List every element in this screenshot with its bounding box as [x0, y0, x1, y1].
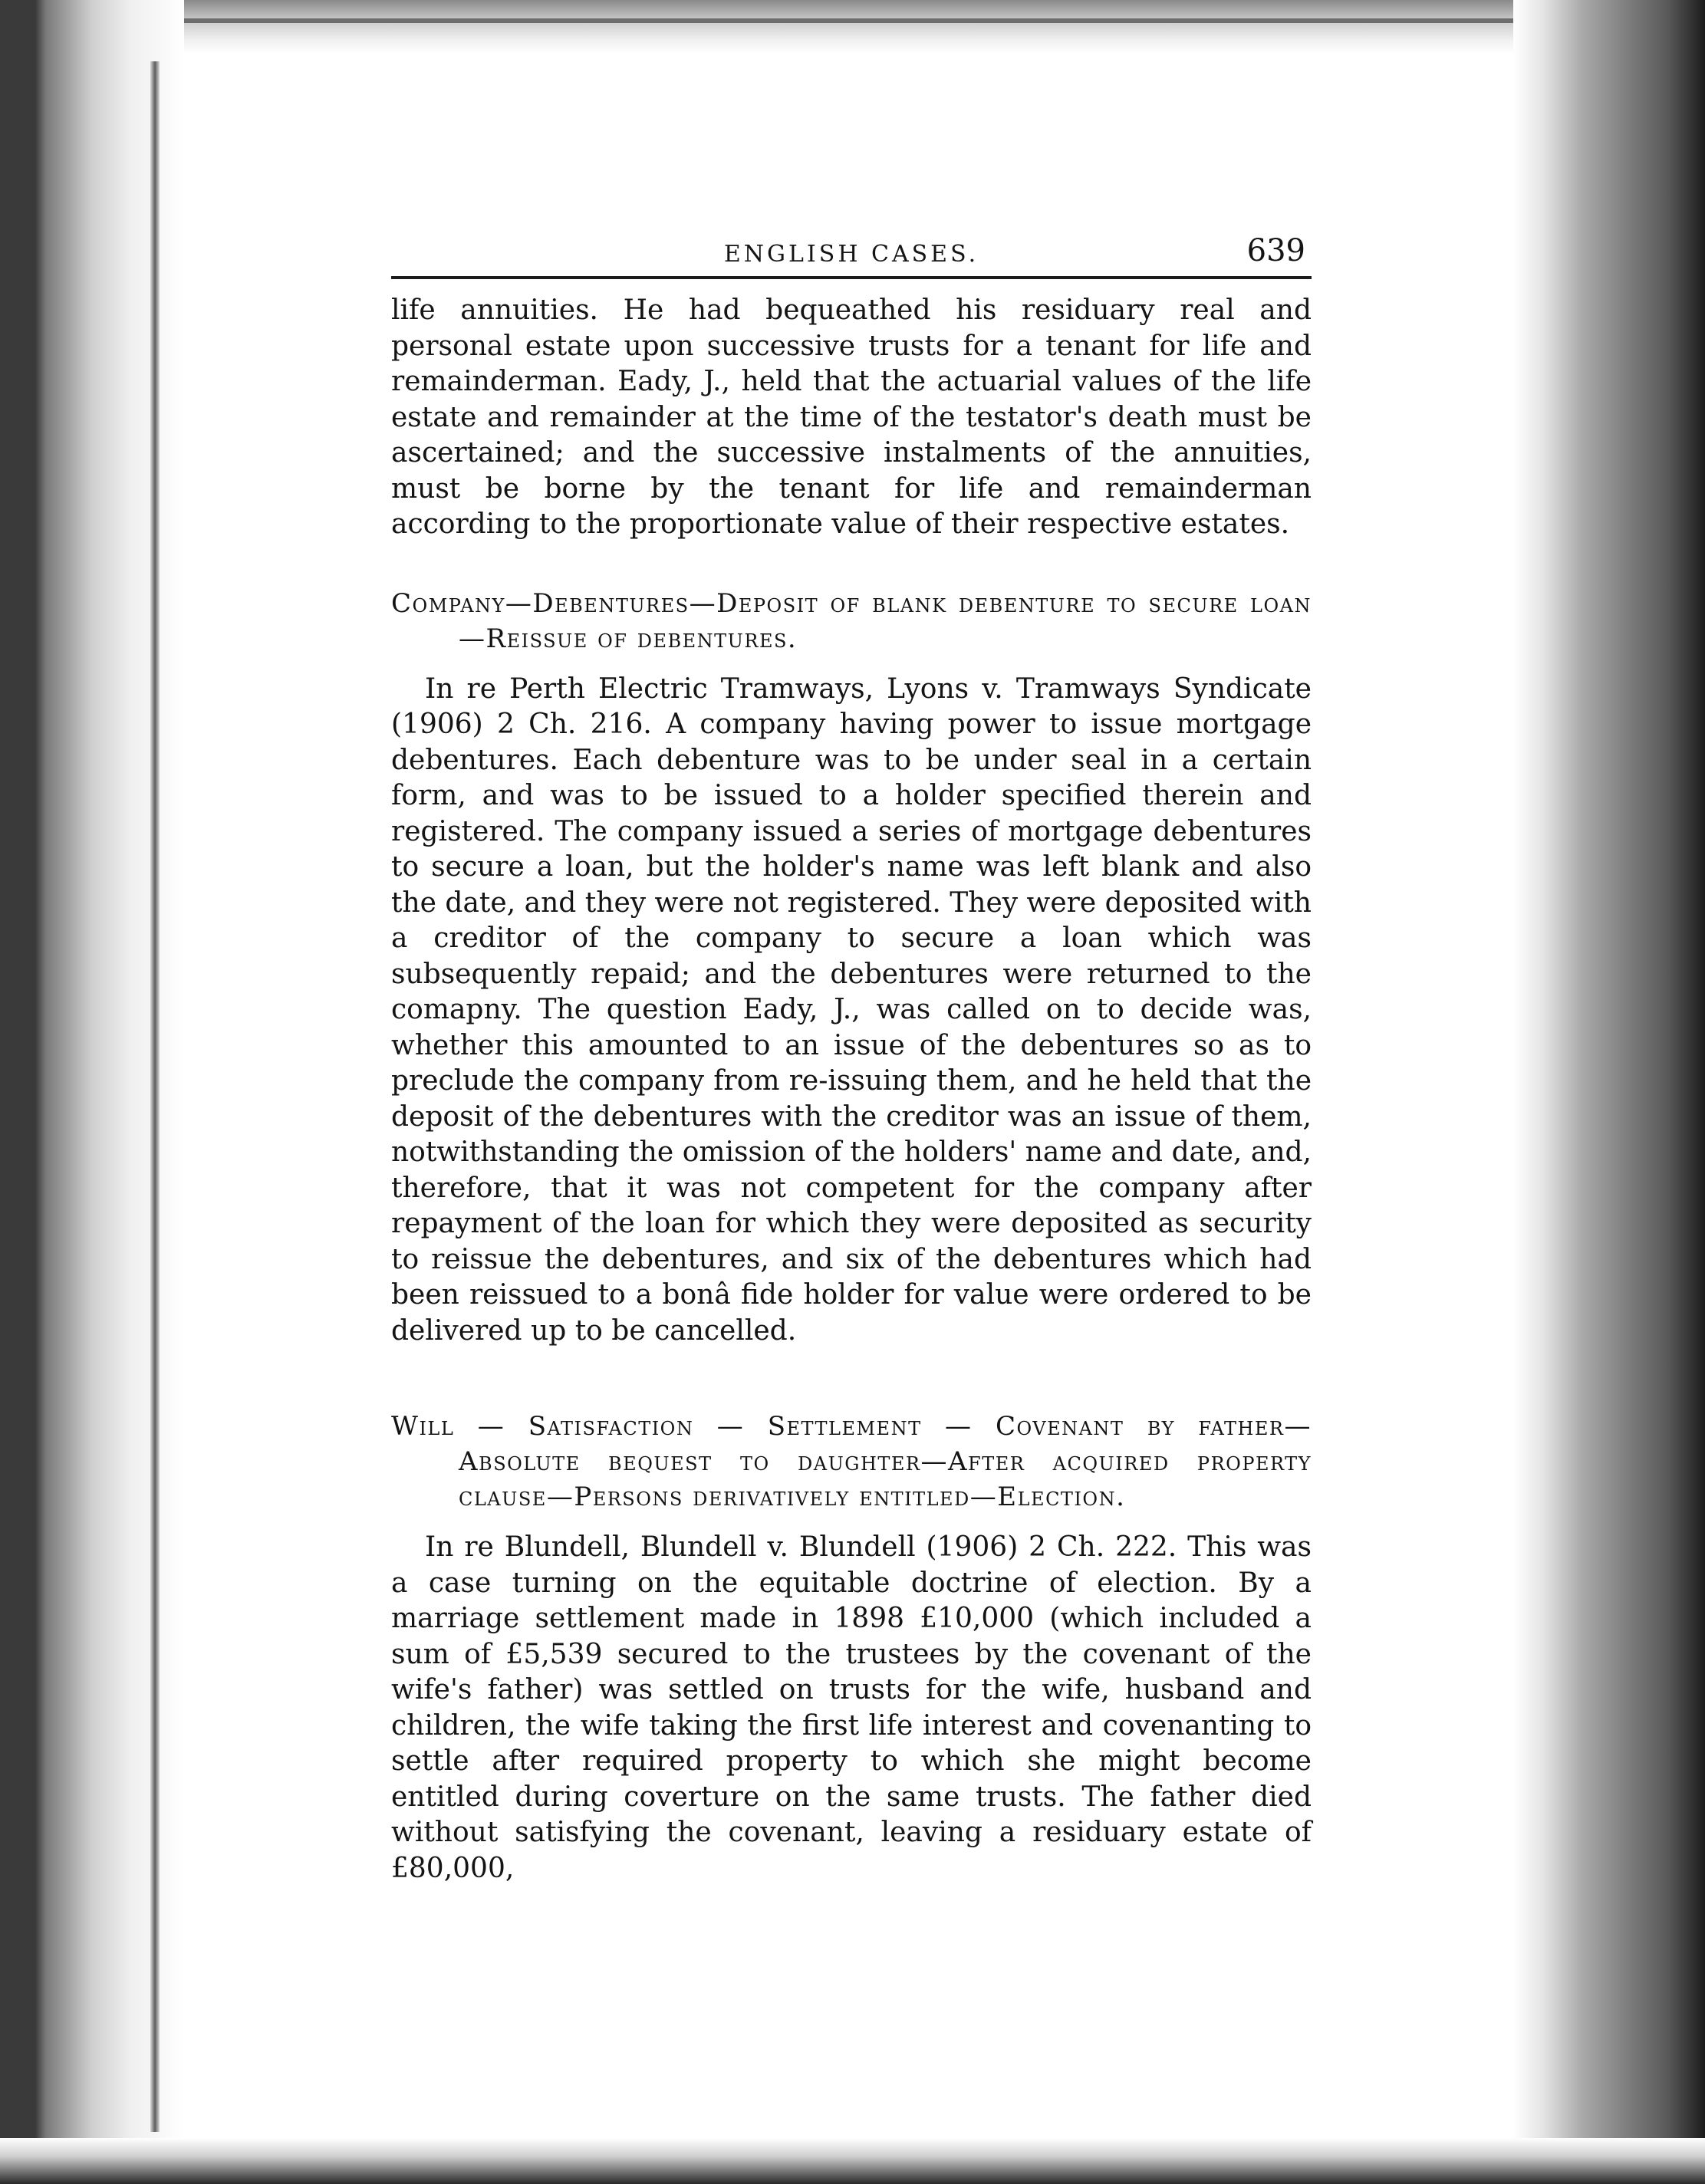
scan-bottom-edge — [0, 2138, 1705, 2184]
scan-gutter-line — [150, 61, 160, 2132]
section-heading-will-satisfaction: Will — Satisfaction — Settlement — Covenant by father—Absolute bequest to daughter—After acquired property clause—Persons derivatively entitled—Election. — [391, 1411, 1312, 1512]
section-body-perth-electric-tramways: In re Perth Electric Tramways, Lyons v. Tramways Syndicate (1906) 2 Ch. 216. A company having power to issue mortgage debentures. Each debenture was to be under seal in a certain form, and was to be issued to a holder specified therein and registered. The company issued a series of mortgage debentures to secure a loan, but the holder's name was left blank and also the date, and they were not registered. They were deposited with a creditor of the company to secure a loan which was subsequently repaid; and the debentures were returned to the comapny. The question Eady, J., was called on to decide was, whether this amounted to an issue of the debentures so as to preclude the company from re-issuing them, and he held that the deposit of the debentures with the creditor was an issue of them, notwithstanding the omission of the holders' name and date, and, therefore, that it was not competent for the company after repayment of the loan for which they were deposited as security to reissue the debentures, and six of the debentures which had been reissued to a bonâ fide holder for value were ordered to be delivered up to be cancelled. — [391, 673, 1312, 1347]
running-title: ENGLISH CASES. — [723, 241, 979, 268]
scan-top-edge — [0, 0, 1705, 54]
book-page — [391, 230, 1312, 1886]
continuation-paragraph: life annuities. He had bequeathed his residuary real and personal estate upon successive trusts for a tenant for life and remainderman. Eady, J., held that the actuarial values of the life estate and remainder at the time of the testator's death must be ascertained; and the successive instalments of the annuities, must be borne by the tenant for life and remainderman according to the proportionate value of their respective estates. — [391, 294, 1312, 540]
page-number: 639 — [1246, 233, 1305, 268]
section-heading-company-debentures: Company—Debentures—Deposit of blank debenture to secure loan—Reissue of debentures. — [391, 587, 1312, 654]
scan-top-shadow-line — [184, 18, 1526, 23]
section-body-blundell: In re Blundell, Blundell v. Blundell (1906) 2 Ch. 222. This was a case turning on the equitable doctrine of election. By a marriage settlement made in 1898 £10,000 (which included a sum of £5,539 secured to the trustees by the covenant of the wife's father) was settled on trusts for the wife, husband and children, the wife taking the first life interest and covenanting to settle after required property to which she might become entitled during coverture on the same trusts. The father died without satisfying the covenant, leaving a residuary estate of £80,000, — [391, 1531, 1312, 1884]
running-head — [391, 230, 1312, 279]
scan-right-edge — [1513, 0, 1705, 2184]
